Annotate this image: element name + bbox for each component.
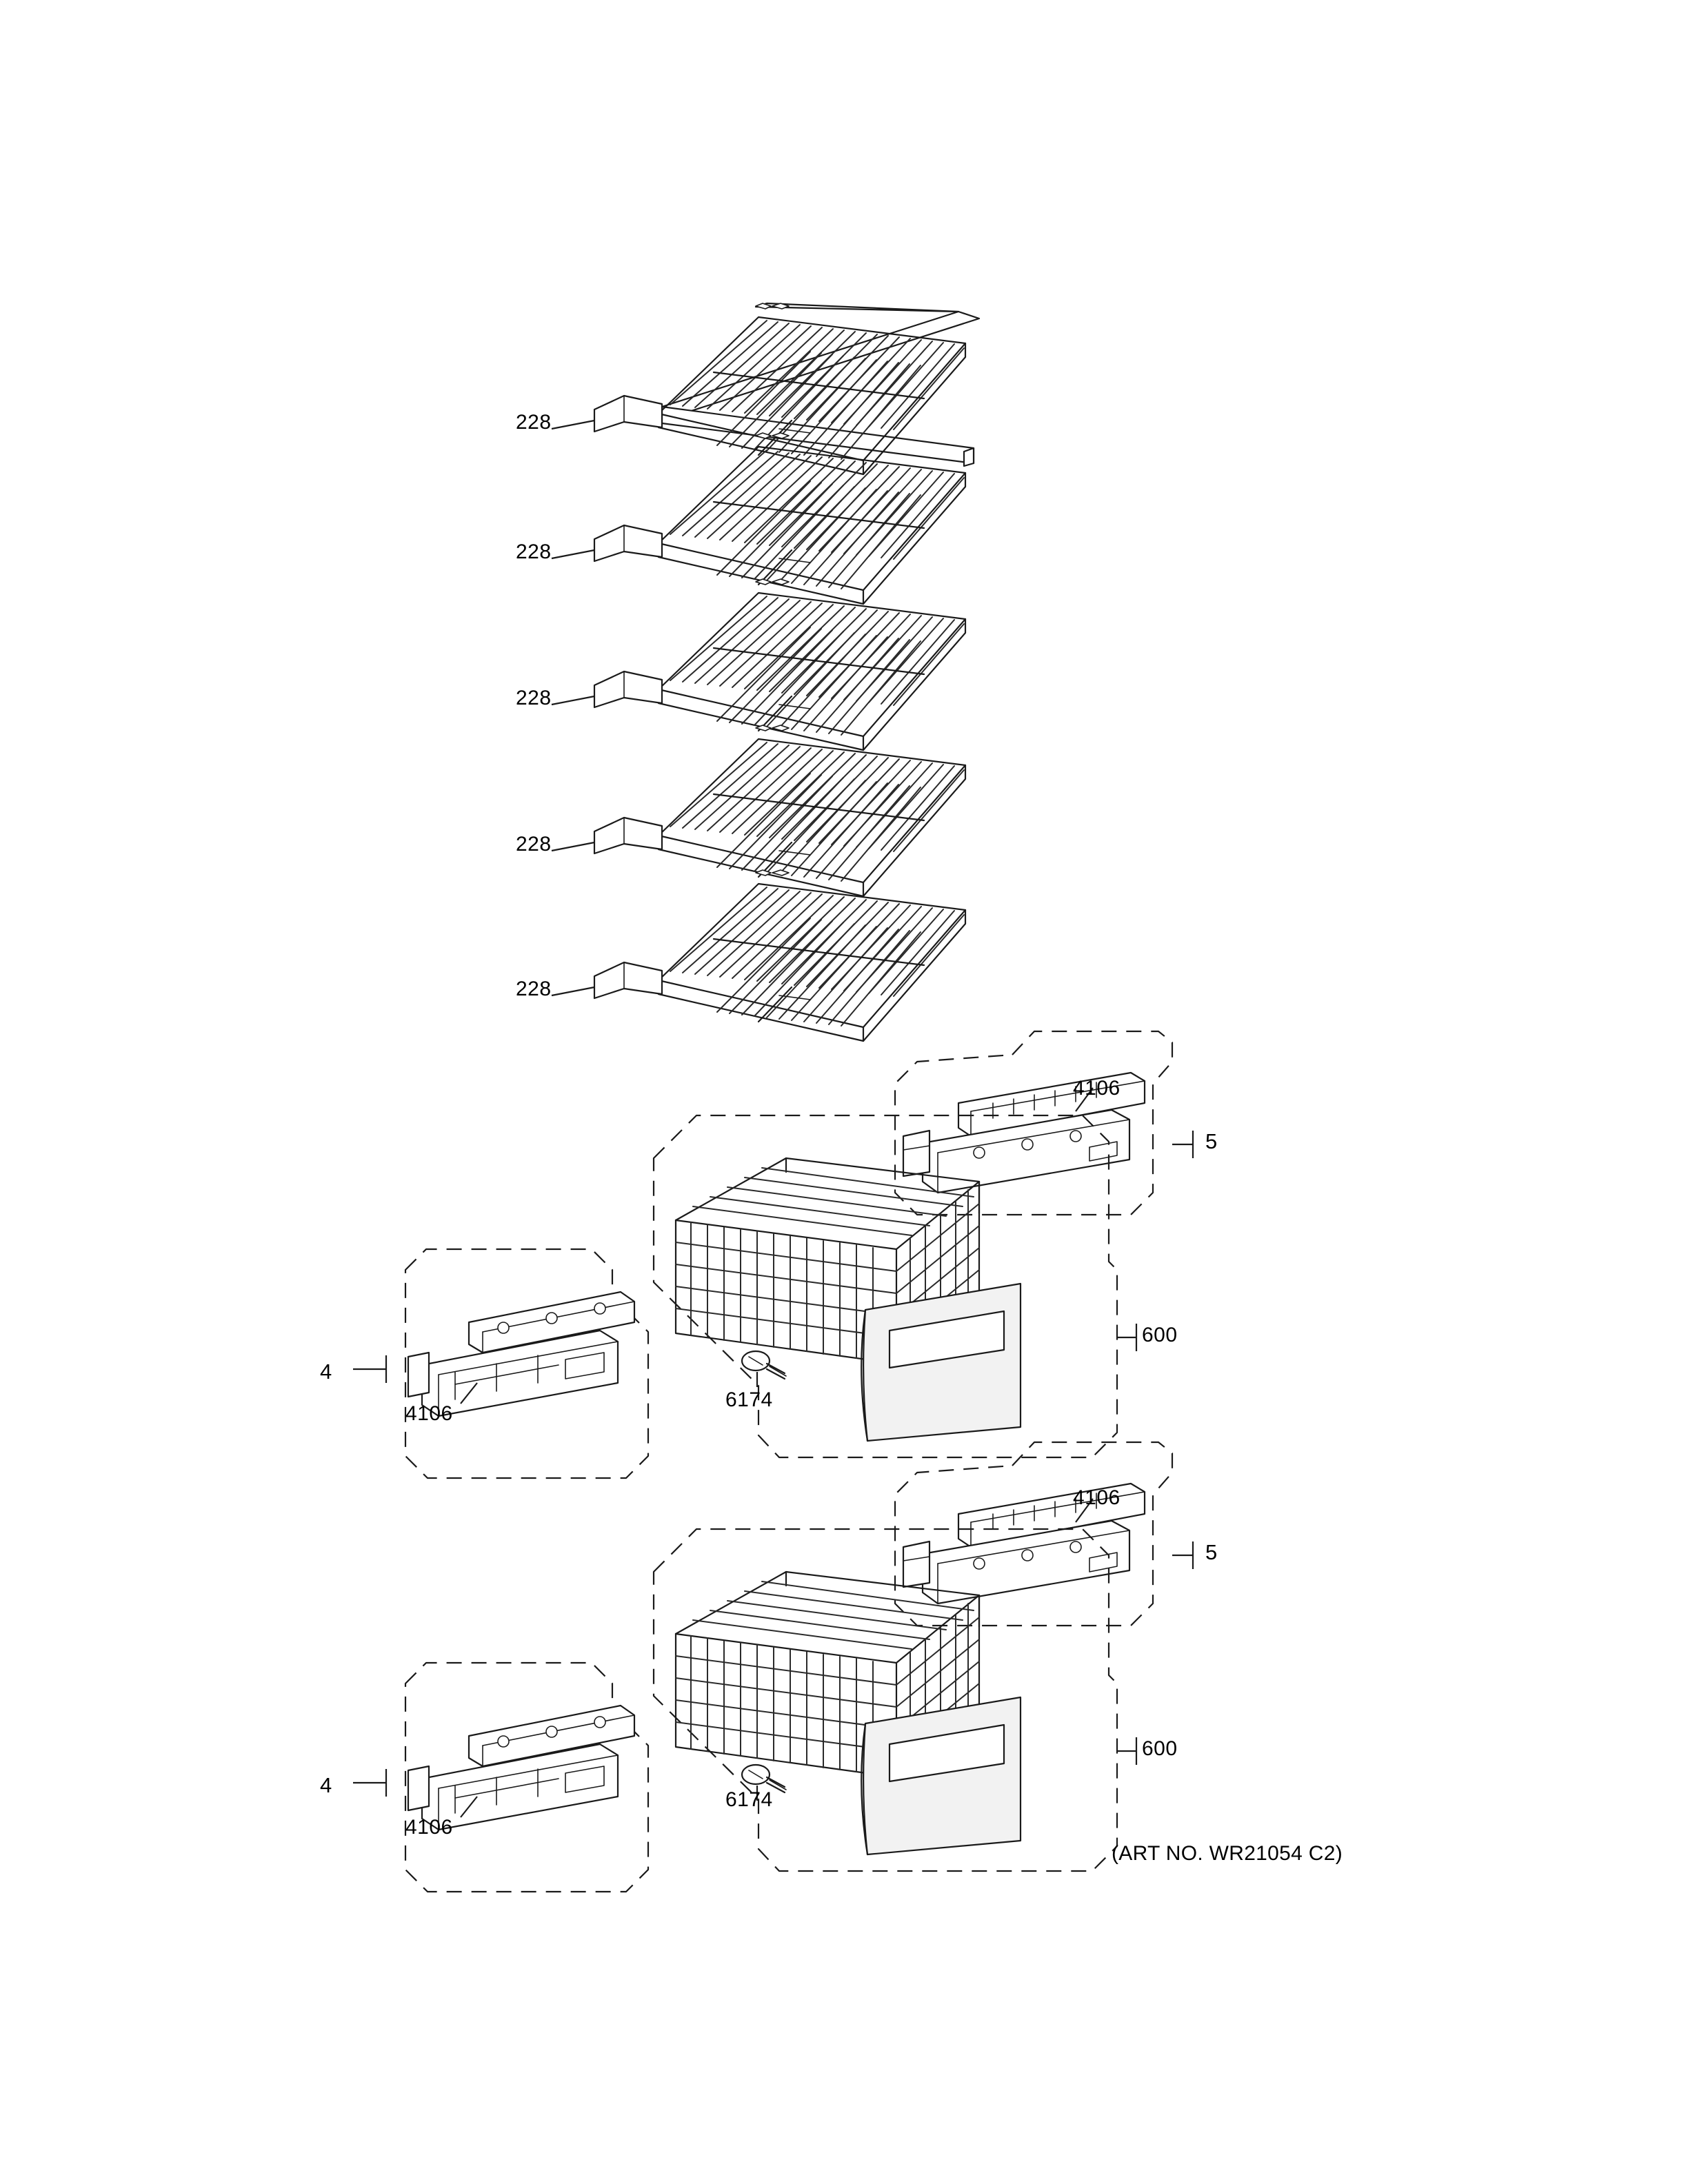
- callout-lower-group-5: 5: [1205, 1540, 1218, 1564]
- callout-shelf-1: 228: [516, 411, 552, 434]
- callout-lower-right-slide: 4106: [1073, 1486, 1121, 1509]
- callout-lower-left-slide: 4106: [405, 1816, 453, 1839]
- drawer-slide-rail-upper-left: [408, 1292, 634, 1416]
- callout-shelf-4: 228: [516, 833, 552, 856]
- wire-shelf: [594, 303, 979, 474]
- callout-upper-screw: 6174: [725, 1388, 773, 1411]
- callout-shelf-3: 228: [516, 687, 552, 709]
- wire-shelf: [594, 579, 965, 750]
- callout-shelf-5: 228: [516, 978, 552, 1000]
- upper-group-5-leader: [1172, 1131, 1193, 1158]
- callout-lower-screw: 6174: [725, 1788, 773, 1811]
- callout-upper-left-slide: 4106: [405, 1402, 453, 1425]
- lower-group-4-leader: [353, 1769, 386, 1797]
- callout-shelf-2: 228: [516, 540, 552, 563]
- upper-600-leader: [1117, 1324, 1136, 1351]
- drawer-slide-rail-lower-left: [408, 1706, 634, 1830]
- callout-upper-group-5: 5: [1205, 1129, 1218, 1153]
- shelf-leaders: [552, 421, 594, 995]
- art-number: (ART NO. WR21054 C2): [1112, 1842, 1343, 1865]
- drawer-front-panel-upper: [861, 1284, 1021, 1441]
- callout-lower-basket-600: 600: [1142, 1737, 1178, 1760]
- wire-shelf: [594, 870, 965, 1041]
- drawer-front-panel-lower: [861, 1697, 1021, 1854]
- callout-upper-basket-600: 600: [1142, 1324, 1178, 1346]
- screw-upper: [742, 1351, 786, 1379]
- callout-upper-group-4: 4: [320, 1359, 332, 1384]
- upper-drawer-assembly: [353, 1031, 1193, 1478]
- lower-600-leader: [1117, 1737, 1136, 1765]
- upper-group-4-leader: [353, 1355, 386, 1383]
- lower-drawer-assembly: [353, 1442, 1193, 1892]
- wire-shelf: [594, 433, 965, 604]
- lower-group-5-leader: [1172, 1541, 1193, 1569]
- callout-lower-group-4: 4: [320, 1773, 332, 1797]
- shelf-group: [552, 303, 979, 1041]
- callout-upper-right-slide: 4106: [1073, 1077, 1121, 1100]
